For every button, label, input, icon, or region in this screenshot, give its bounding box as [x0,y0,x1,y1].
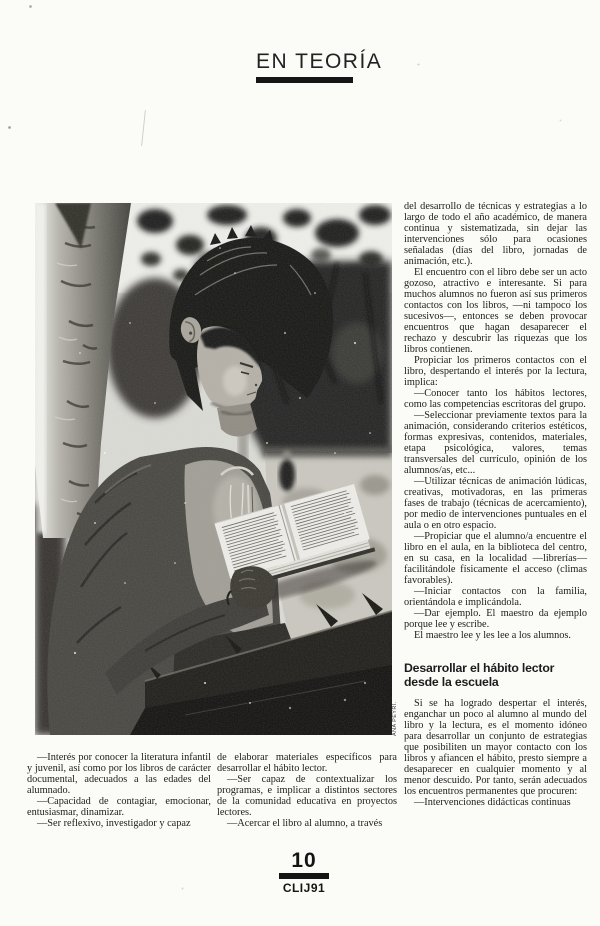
paragraph: del desarrollo de técnicas y estrategias a lo largo de todo el año académico, de manera continua y sistematizada, sin dejar las intervenciones sólo para ocasiones señaladas (días del libro, jornadas de animación, etc.). [404,201,587,267]
paragraph: —Capacidad de contagiar, emocionar, entusiasmar, dinamizar. [27,796,211,818]
column-left [27,752,211,829]
paragraph: —Dar ejemplo. El maestro da ejemplo porque lee y escribe. [404,608,587,630]
subsection-heading-line: Desarrollar el hábito lector [404,661,555,675]
paragraph: —Seleccionar previamente textos para la animación, considerando criterios estéticos, formas expresivas, contenidos, materiales, etapa psicológica, valores, temas transversales del currículo, opinión de los alumnos/as, etc... [404,410,587,476]
paragraph: El maestro lee y les lee a los alumnos. [414,630,571,641]
paragraph: Si se ha logrado despertar el interés, enganchar un poco al alumno al mundo del libro y la lectura, es el momento idóneo para desarrollar un conjunto de estrategias que posibiliten un mayor contacto con los libros y afiancen el hábito, presto siempre a desaparecer en cualquier momento y al menor descuido. Por tanto, serán adecuados los encuentros permanentes que procuren: [404,698,587,797]
paragraph: —Ser reflexivo, investigador y capaz [37,818,191,829]
paragraph: —Ser capaz de contextualizar los programas, e implicar a distintos sectores de la comunidad educativa en proyectos lectores. [217,774,397,818]
scan-scratch [141,110,146,146]
boy-reading-photo [35,203,392,735]
paragraph: —Acercar el libro al alumno, a través [227,818,383,829]
page-footer [274,850,334,895]
paragraph: El encuentro con el libro debe ser un acto gozoso, atractivo e interesante. Si para muchos alumnos no fueron así sus primeros contactos con los libros, —ni tampoco los sucesivos—, entonces se deben provocar encuentros que hagan desaparecer el rechazo y descubrir las riquezas que los libros contienen. [404,267,587,355]
scan-specks [0,0,1,1]
paragraph: —Propiciar que el alumno/a encuentre el libro en el aula, en la biblioteca del centro, en su casa, en la localidad —librerías— facilitándole físicamente el acceso (climas favorables). [404,531,587,586]
subsection-heading-line: desde la escuela [404,674,499,689]
section-header [256,50,382,83]
paragraph: —Intervenciones didácticas continuas [414,797,571,808]
paragraph: Propiciar los primeros contactos con el libro, despertando el interés por la lectura, implica: [404,355,587,388]
paragraph: de elaborar materiales específicos para desarrollar el hábito lector. [217,752,397,774]
paragraph: —Interés por conocer la literatura infantil y juvenil, así como por los libros de carácter documental, adecuados a las edades del alumnado. [27,752,211,796]
column-right [404,201,587,808]
photo-figure [35,203,392,735]
paragraph: —Iniciar contactos con la familia, orientándola e implicándola. [404,586,587,608]
paragraph: —Utilizar técnicas de animación lúdicas, creativas, motivadoras, en las primeras fases de trabajo (técnicas de acercamiento), por medio de intervenciones puntuales en el aula o en otro espacio. [404,476,587,531]
subsection-heading [404,662,587,689]
section-rule [256,77,353,83]
page-number: 10 [291,849,317,872]
section-title: EN TEORÍA [256,50,383,73]
column-middle [217,752,397,829]
magazine-code: CLIJ91 [282,881,326,895]
footer-rule [279,873,329,879]
photo-credit: ANA PEYRÍ. [392,701,398,736]
paragraph: —Conocer tanto los hábitos lectores, como las competencias escritoras del grupo. [404,388,587,410]
